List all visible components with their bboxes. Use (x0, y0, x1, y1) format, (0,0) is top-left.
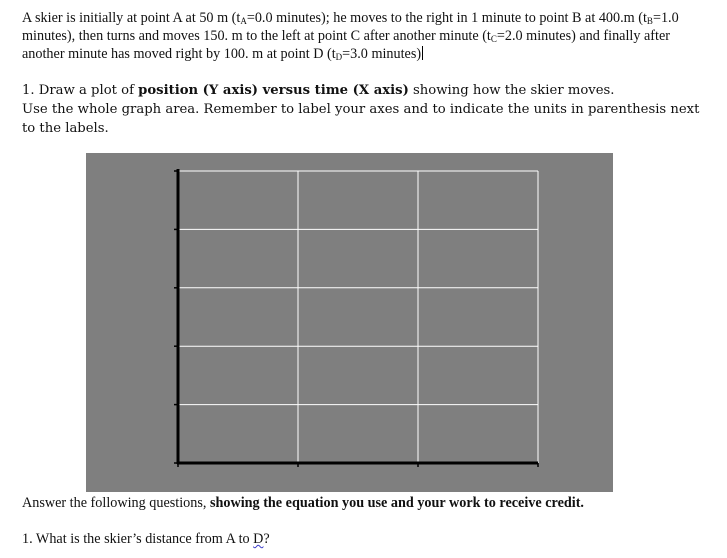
subscript-c: C (490, 34, 497, 44)
instruction-line-2: Use the whole graph area. Remember to label your axes and to indicate the units in parenthesis next to the labels. (22, 102, 700, 136)
question-1-suffix: ? (263, 531, 270, 547)
problem-text-5: =3.0 minutes) (342, 46, 422, 62)
problem-text-1: A skier is initially at point A at 50 m (t (22, 10, 241, 26)
instruction-suffix: showing how the skier moves. (408, 83, 615, 98)
problem-text-2: =0.0 minutes); he moves to the right in 1 minute to point B at 400.m (t (246, 10, 647, 26)
text-cursor[interactable] (422, 46, 423, 60)
subscript-d: D (335, 52, 343, 62)
questions-intro-prefix: Answer the following questions, (22, 495, 210, 511)
spellcheck-flagged-word[interactable]: D (253, 531, 264, 547)
problem-text-4: =2.0 minutes) and finally after another minute has moved right by 100. m at point D (t (22, 28, 670, 62)
instruction-paragraph (22, 81, 712, 138)
questions-intro (22, 495, 584, 512)
subscript-a: A (240, 16, 247, 26)
questions-intro-bold: showing the equation you use and your work to receive credit. (209, 495, 584, 511)
subscript-b: B (646, 16, 653, 26)
question-1 (22, 531, 270, 548)
instruction-line-1 (22, 81, 712, 100)
instruction-prefix: 1. Draw a plot of (22, 83, 139, 98)
blank-graph[interactable] (86, 153, 613, 492)
problem-statement (22, 9, 702, 63)
instruction-bold: position (Y axis) versus time (X axis) (138, 83, 409, 98)
problem-text-3: =1.0 minutes), then turns and moves 150. m to the left at point C after another minute (t (22, 10, 679, 44)
graph-grid (86, 153, 613, 492)
question-1-prefix: 1. What is the skier’s distance from A to (22, 531, 254, 547)
